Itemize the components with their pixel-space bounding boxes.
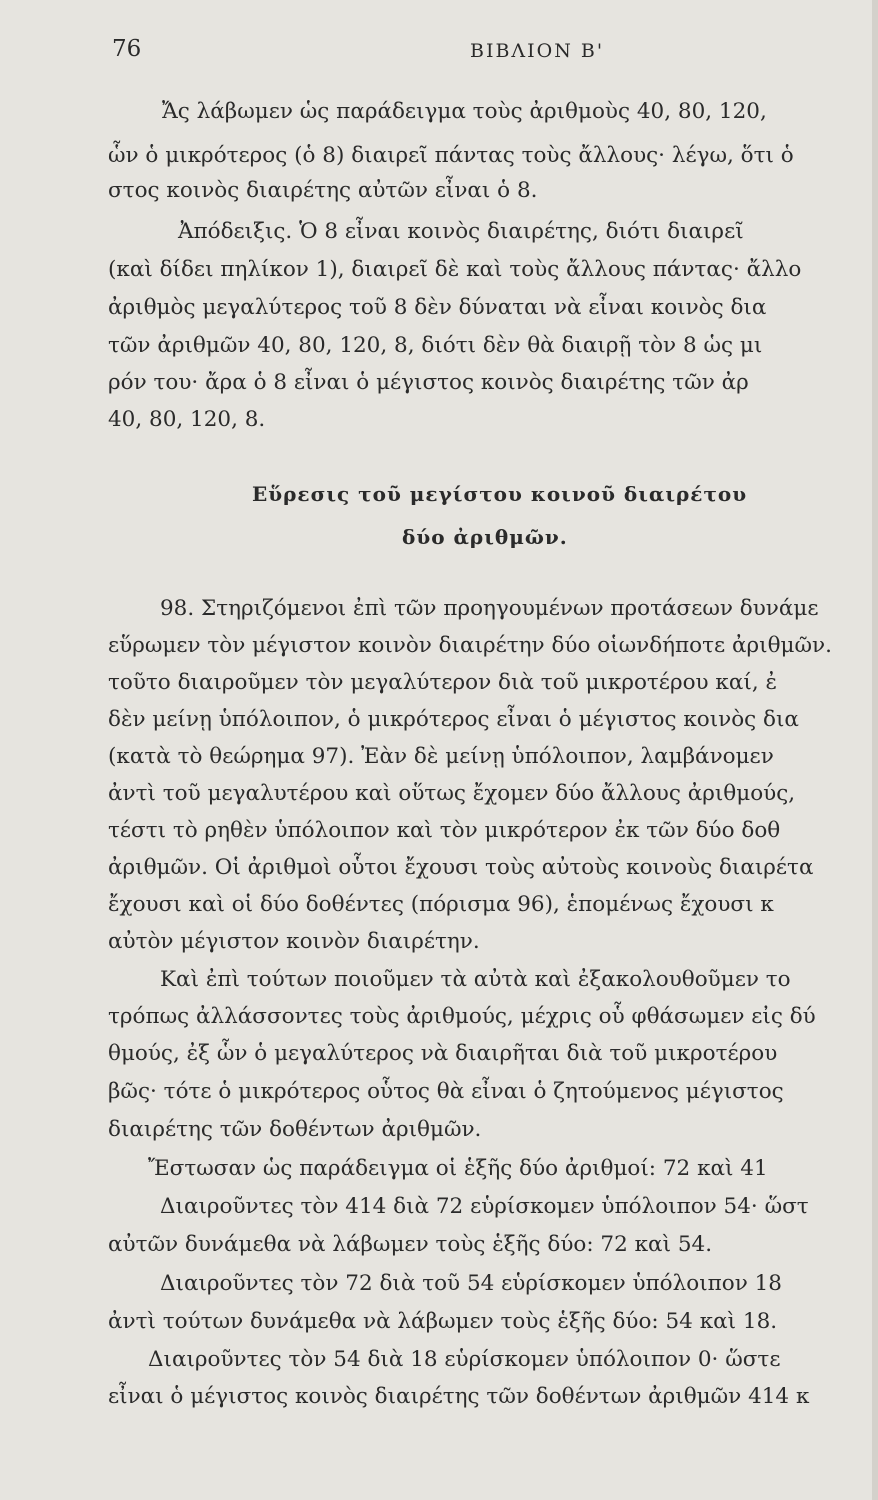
text-line: Ἄς λάβωμεν ὡς παράδειγμα τοὺς ἀριθμοὺς 40, 80, 120, bbox=[162, 99, 767, 124]
text-line: στος κοινὸς διαιρέτης αὐτῶν εἶναι ὁ 8. bbox=[108, 178, 538, 203]
section-heading: Εὕρεσις τοῦ μεγίστου κοινοῦ διαιρέτου bbox=[252, 482, 748, 506]
text-line: Διαιροῦντες τὸν 54 διὰ 18 εὑρίσκομεν ὑπόλοιπον 0· ὥστε bbox=[148, 1347, 781, 1372]
text-line: 98. Στηριζόμενοι ἐπὶ τῶν προηγουμένων προτάσεων δυνάμε bbox=[160, 596, 819, 621]
text-line: (κατὰ τὸ θεώρημα 97). Ἐὰν δὲ μείνῃ ὑπόλοιπον, λαμβάνομεν bbox=[108, 744, 774, 769]
text-line: εὕρωμεν τὸν μέγιστον κοινὸν διαιρέτην δύο οἱωνδήποτε ἀριθμῶν. bbox=[108, 633, 832, 658]
text-line: 40, 80, 120, 8. bbox=[108, 407, 266, 432]
text-line: ἀντὶ τούτων δυνάμεθα νὰ λάβωμεν τοὺς ἑξῆς δύο: 54 καὶ 18. bbox=[108, 1309, 778, 1334]
text-line: αὐτὸν μέγιστον κοινὸν διαιρέτην. bbox=[108, 929, 480, 954]
text-line: εἶναι ὁ μέγιστος κοινὸς διαιρέτης τῶν δοθέντων ἀριθμῶν 414 κ bbox=[108, 1384, 810, 1409]
text-line: ρόν του· ἄρα ὁ 8 εἶναι ὁ μέγιστος κοινὸς διαιρέτης τῶν ἀρ bbox=[108, 370, 749, 395]
text-line: δὲν μείνῃ ὑπόλοιπον, ὁ μικρότερος εἶναι ὁ μέγιστος κοινὸς δια bbox=[108, 707, 799, 732]
text-line: διαιρέτης τῶν δοθέντων ἀριθμῶν. bbox=[108, 1117, 482, 1142]
page-number: 76 bbox=[112, 36, 142, 62]
text-line: Καὶ ἐπὶ τούτων ποιοῦμεν τὰ αὐτὰ καὶ ἐξακολουθοῦμεν το bbox=[160, 967, 791, 992]
text-line: τῶν ἀριθμῶν 40, 80, 120, 8, διότι δὲν θὰ διαιρῇ τὸν 8 ὡς μι bbox=[108, 333, 763, 358]
text-line: ἀντὶ τοῦ μεγαλυτέρου καὶ οὕτως ἔχομεν δύο ἄλλους ἀριθμούς, bbox=[108, 781, 796, 806]
text-line: ἀριθμὸς μεγαλύτερος τοῦ 8 δὲν δύναται νὰ εἶναι κοινὸς δια bbox=[108, 295, 767, 320]
text-line: αὐτῶν δυνάμεθα νὰ λάβωμεν τοὺς ἑξῆς δύο: 72 καὶ 54. bbox=[108, 1232, 713, 1257]
section-heading-continued: δύο ἀριθμῶν. bbox=[402, 525, 568, 549]
text-line: τρόπως ἀλλάσσοντες τοὺς ἀριθμούς, μέχρις οὗ φθάσωμεν εἰς δύ bbox=[108, 1004, 816, 1029]
text-line: τέστι τὸ ρηθὲν ὑπόλοιπον καὶ τὸν μικρότερον ἐκ τῶν δύο δοθ bbox=[108, 818, 781, 843]
text-line: ἀριθμῶν. Οἱ ἀριθμοὶ οὗτοι ἔχουσι τοὺς αὐτοὺς κοινοὺς διαιρέτα bbox=[108, 855, 814, 880]
text-line: Διαιροῦντες τὸν 72 διὰ τοῦ 54 εὑρίσκομεν ὑπόλοιπον 18 bbox=[160, 1271, 782, 1296]
page-edge bbox=[872, 0, 878, 1500]
text-line: ὧν ὁ μικρότερος (ὁ 8) διαιρεῖ πάντας τοὺς ἄλλους· λέγω, ὅτι ὁ bbox=[108, 143, 794, 168]
text-line: Διαιροῦντες τὸν 414 διὰ 72 εὑρίσκομεν ὑπόλοιπον 54· ὥστ bbox=[160, 1194, 809, 1219]
text-line: Ἀπόδειξις. Ὁ 8 εἶναι κοινὸς διαιρέτης, διότι διαιρεῖ bbox=[178, 219, 744, 244]
text-line: ἔχουσι καὶ οἱ δύο δοθέντες (πόρισμα 96), ἑπομένως ἔχουσι κ bbox=[108, 892, 774, 917]
text-line: βῶς· τότε ὁ μικρότερος οὗτος θὰ εἶναι ὁ ζητούμενος μέγιστος bbox=[108, 1079, 784, 1104]
text-line: θμούς, ἐξ ὧν ὁ μεγαλύτερος νὰ διαιρῆται διὰ τοῦ μικροτέρου bbox=[108, 1041, 778, 1066]
text-line: (καὶ δίδει πηλίκον 1), διαιρεῖ δὲ καὶ τοὺς ἄλλους πάντας· ἄλλο bbox=[108, 257, 802, 282]
running-title: ΒΙΒΛΙΟΝ Β' bbox=[470, 40, 605, 62]
text-line: Ἔστωσαν ὡς παράδειγμα οἱ ἑξῆς δύο ἀριθμοί: 72 καὶ 41 bbox=[148, 1156, 768, 1181]
text-line: τοῦτο διαιροῦμεν τὸν μεγαλύτερον διὰ τοῦ μικροτέρου καί, ἐ bbox=[108, 670, 778, 695]
